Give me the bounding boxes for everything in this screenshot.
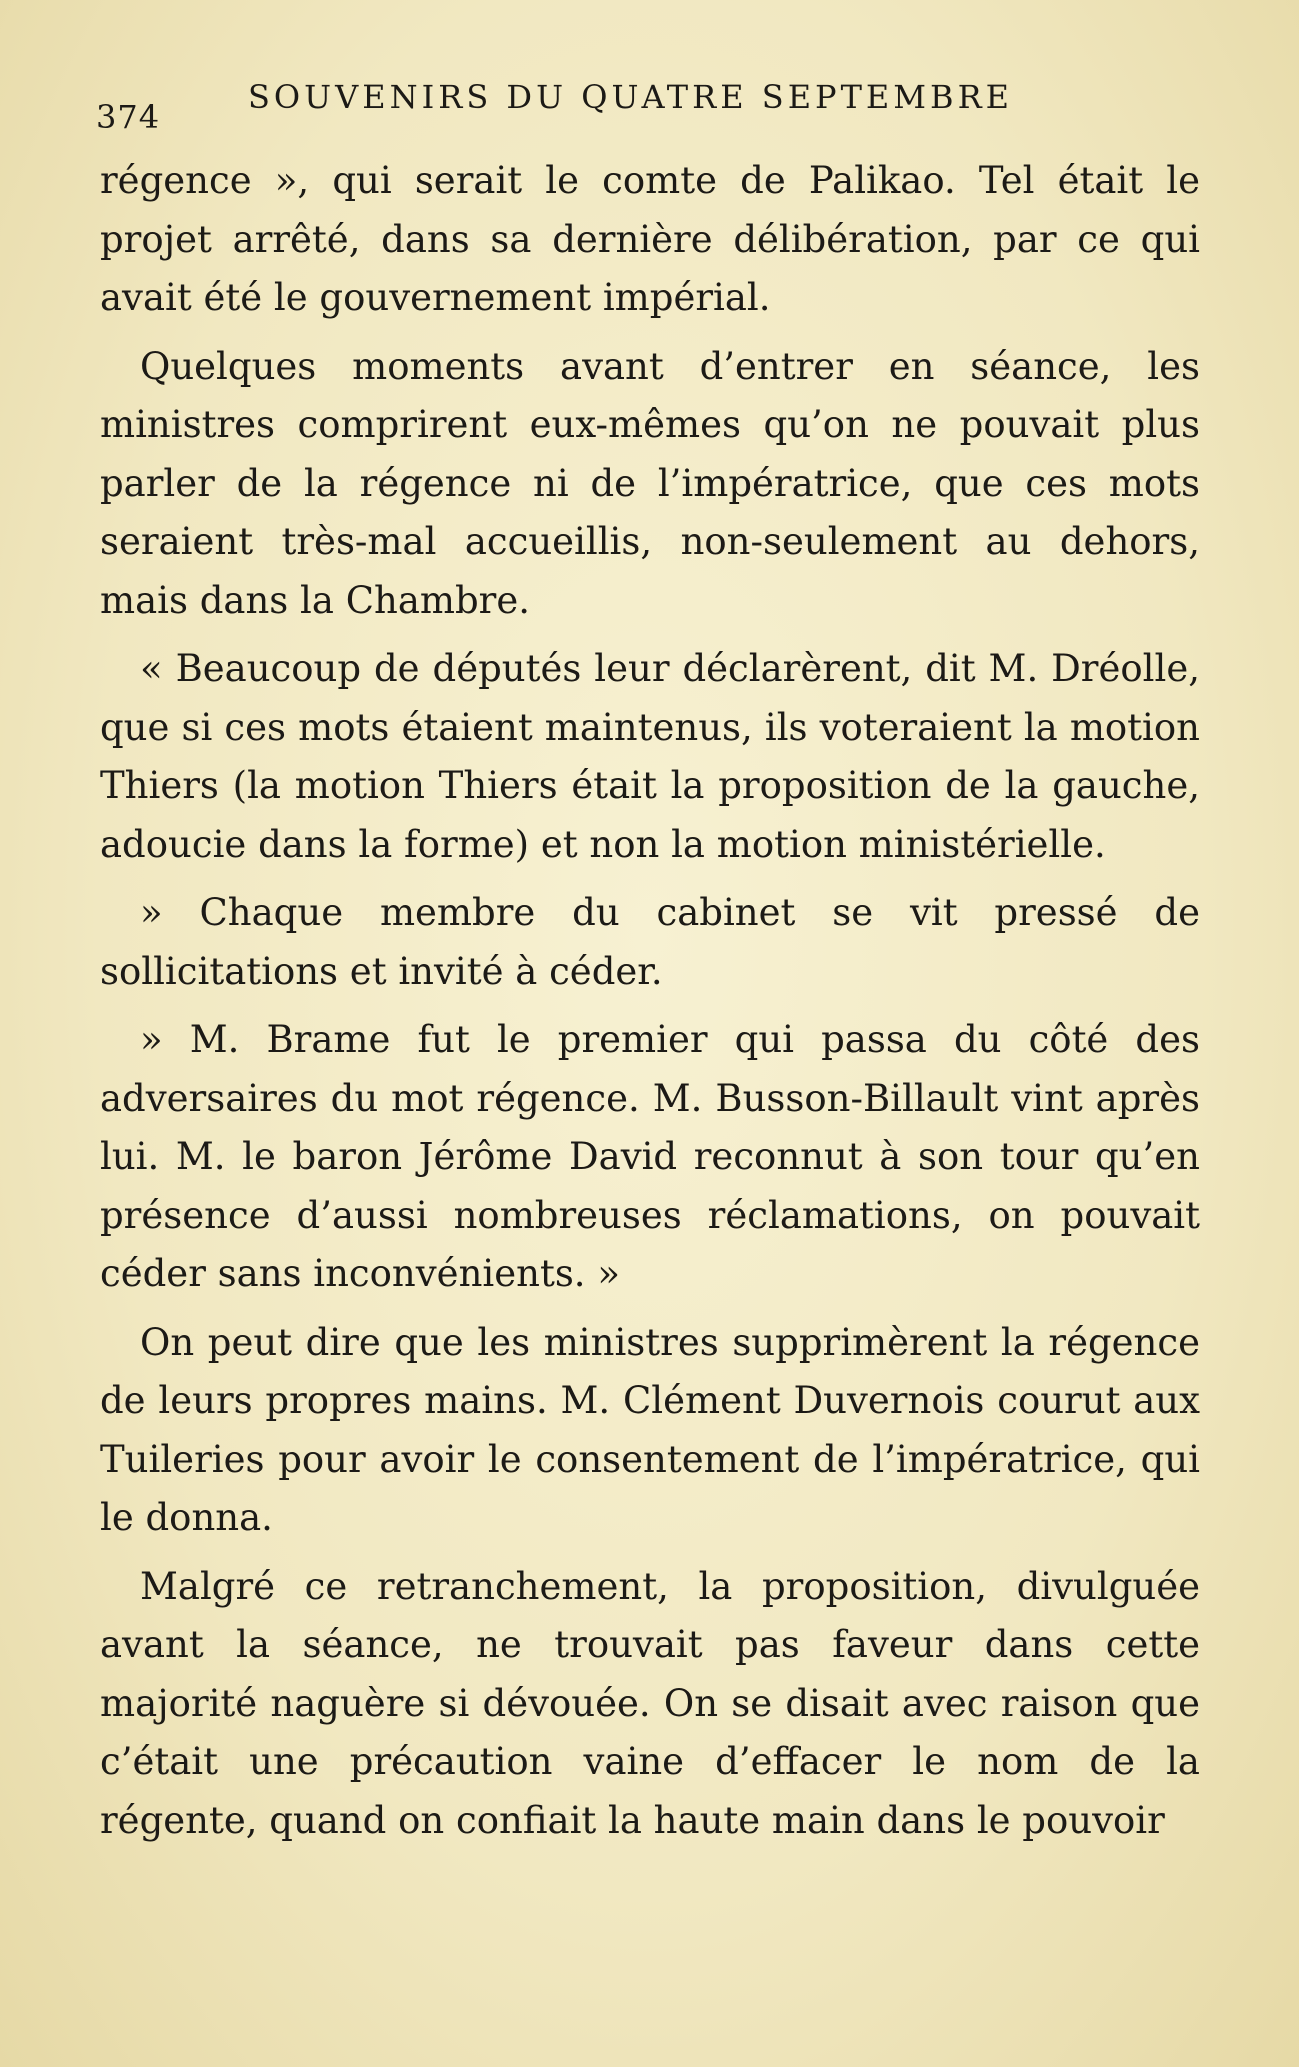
- paragraph: On peut dire que les ministres supprimèrent la régence de leurs propres mains. M. Clément Duvernois courut aux Tuileries pour avoir le consentement de l’impératrice, qui le donna.: [100, 1320, 1200, 1539]
- paragraph: » M. Brame fut le premier qui passa du côté des adversaires du mot régence. M. Busson-Billault vint après lui. M. le baron Jérôme David reconnut à son tour qu’en présence d’aussi nombreuses réclamations, on pouvait céder sans inconvénients. »: [100, 1018, 1200, 1295]
- page-number: 374: [96, 98, 161, 136]
- body-text: [100, 152, 1200, 1850]
- paragraph: régence », qui serait le comte de Palikao. Tel était le projet arrêté, dans sa dernière délibération, par ce qui avait été le gouvernement impérial.: [100, 159, 1200, 319]
- paragraph: « Beaucoup de députés leur déclarèrent, dit M. Dréolle, que si ces mots étaient maintenus, ils voteraient la motion Thiers (la motion Thiers était la proposition de la gauche, adoucie dans la forme) et non la motion ministérielle.: [100, 647, 1200, 866]
- paragraph: » Chaque membre du cabinet se vit pressé de sollicitations et invité à céder.: [100, 891, 1200, 993]
- paragraph: Quelques moments avant d’entrer en séance, les ministres comprirent eux-mêmes qu’on ne pouvait plus parler de la régence ni de l’impératrice, que ces mots seraient très-mal accueillis, non-seulement au dehors, mais dans la Chambre.: [100, 344, 1200, 622]
- running-title: SOUVENIRS DU QUATRE SEPTEMBRE: [248, 78, 1014, 116]
- running-head: [96, 78, 1206, 138]
- paragraph: Malgré ce retranchement, la proposition, divulguée avant la séance, ne trouvait pas faveur dans cette majorité naguère si dévouée. On se disait avec raison que c’était une précaution vaine d’effacer le nom de la régente, quand on confiait la haute main dans le pouvoir: [100, 1564, 1200, 1842]
